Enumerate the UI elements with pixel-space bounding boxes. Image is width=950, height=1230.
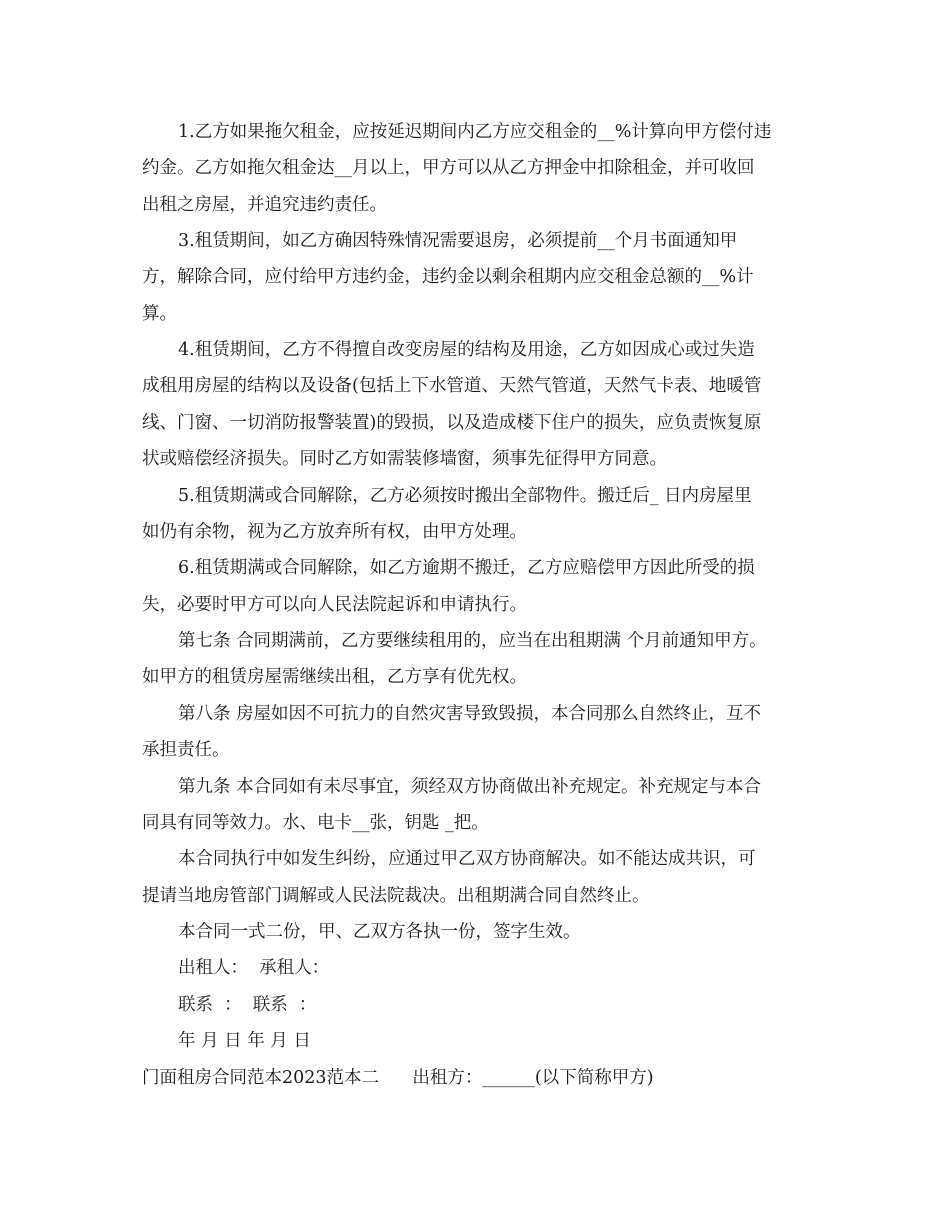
lessor-lessee-label: 出租人： 承租人： [178, 958, 330, 978]
paragraph-line: 第九条 本合同如有未尽事宜，须经双方协商做出补充规定。补充规定与本合 [178, 777, 762, 797]
paragraph-line: 同具有同等效力。水、电卡__张，钥匙 _把。 [142, 813, 489, 833]
next-template-heading: 门面租房合同范本2023范本二 出租方：______(以下简称甲方) [142, 1068, 654, 1088]
paragraph-line: 成租用房屋的结构以及设备(包括上下水管道、天然气管道，天然气卡表、地暖管 [142, 376, 762, 396]
paragraph-line: 4.租赁期间，乙方不得擅自改变房屋的结构及用途，乙方如因成心或过失造 [178, 340, 755, 360]
paragraph-line: 提请当地房管部门调解或人民法院裁决。出租期满合同自然终止。 [142, 886, 650, 906]
paragraph-line: 如甲方的租赁房屋需继续出租，乙方享有优先权。 [142, 667, 527, 687]
paragraph-line: 1.乙方如果拖欠租金，应按延迟期间内乙方应交租金的__%计算向甲方偿付违 [178, 122, 772, 142]
paragraph-line: 承担责任。 [142, 740, 230, 760]
date-label: 年 月 日 年 月 日 [178, 1031, 311, 1051]
paragraph-line: 6.租赁期满或合同解除，如乙方逾期不搬迁，乙方应赔偿甲方因此所受的损 [178, 558, 755, 578]
paragraph-line: 方，解除合同，应付给甲方违约金，违约金以剩余租期内应交租金总额的__%计 [142, 267, 754, 287]
paragraph-line: 第七条 合同期满前，乙方要继续租用的，应当在出租期满 个月前通知甲方。 [178, 631, 767, 651]
paragraph-line: 算。 [142, 304, 177, 324]
paragraph-line: 出租之房屋，并追究违约责任。 [142, 195, 387, 215]
paragraph-line: 本合同一式二份，甲、乙双方各执一份，签字生效。 [178, 922, 581, 942]
paragraph-line: 第八条 房屋如因不可抗力的自然灾害导致毁损，本合同那么自然终止，互不 [178, 704, 762, 724]
paragraph-line: 5.租赁期满或合同解除，乙方必须按时搬出全部物件。搬迁后_ 日内房屋里 [178, 486, 752, 506]
paragraph-line: 线、门窗、一切消防报警装置)的毁损，以及造成楼下住户的损失，应负责恢复原 [142, 413, 762, 433]
paragraph-line: 约金。乙方如拖欠租金达__月以上，甲方可以从乙方押金中扣除租金，并可收回 [142, 158, 755, 178]
paragraph-line: 3.租赁期间，如乙方确因特殊情况需要退房，必须提前__个月书面通知甲 [178, 231, 738, 251]
paragraph-line: 状或赔偿经济损失。同时乙方如需装修墙窗，须事先征得甲方同意。 [142, 449, 667, 469]
paragraph-line: 失，必要时甲方可以向人民法院起诉和申请执行。 [142, 595, 527, 615]
contact-label: 联系 ： 联系 ： [178, 995, 317, 1015]
paragraph-line: 本合同执行中如发生纠纷，应通过甲乙双方协商解决。如不能达成共识，可 [178, 849, 756, 869]
paragraph-line: 如仍有余物，视为乙方放弃所有权，由甲方处理。 [142, 522, 527, 542]
